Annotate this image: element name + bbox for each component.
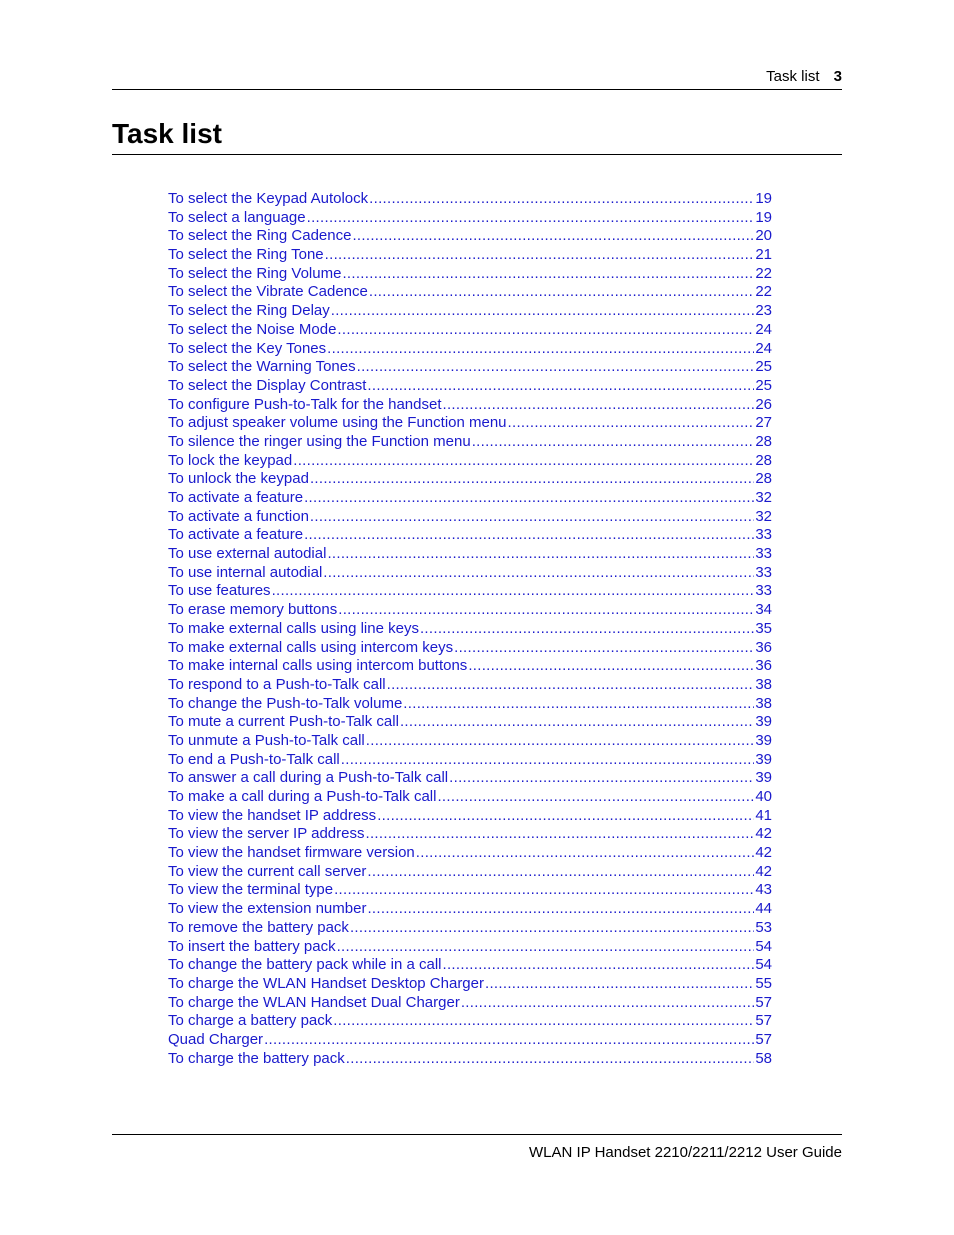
task-page-number: 39 (755, 750, 772, 768)
dot-leader (338, 601, 754, 620)
task-link[interactable] (168, 414, 772, 433)
task-link-text: To unmute a Push-to-Talk call (168, 731, 365, 749)
task-link-text: To charge the battery pack (168, 1049, 345, 1067)
task-link-text: To erase memory buttons (168, 601, 338, 619)
task-link-text: To make internal calls using intercom buttons (168, 657, 468, 675)
task-link-text: To activate a feature (168, 526, 304, 544)
task-link[interactable] (168, 209, 772, 228)
task-page-number: 57 (755, 1012, 772, 1030)
task-link[interactable] (168, 1050, 772, 1069)
task-link-text: To select the Keypad Autolock (168, 190, 369, 207)
task-link-text: To configure Push-to-Talk for the handset (168, 395, 442, 413)
task-link[interactable] (168, 769, 772, 788)
task-page-number: 54 (755, 937, 772, 955)
task-link[interactable] (168, 788, 772, 807)
task-link[interactable] (168, 526, 772, 545)
task-page-number: 25 (755, 358, 772, 376)
task-link[interactable] (168, 695, 772, 714)
dot-leader (327, 545, 754, 564)
dot-leader (333, 1012, 754, 1031)
task-page-number: 42 (755, 825, 772, 843)
dot-leader (334, 881, 754, 900)
task-page-number: 26 (755, 395, 772, 413)
task-link[interactable] (168, 938, 772, 957)
task-link[interactable] (168, 582, 772, 601)
task-link[interactable] (168, 676, 772, 695)
dot-leader (310, 470, 754, 489)
dot-leader (264, 1031, 754, 1050)
task-link-text: To charge the WLAN Handset Desktop Charger (168, 974, 484, 992)
task-link-text: To use features (168, 582, 271, 600)
task-page-number: 55 (755, 974, 772, 992)
task-link-text: To unlock the keypad (168, 470, 309, 488)
dot-leader (327, 340, 754, 359)
task-page-number: 28 (755, 432, 772, 450)
task-link-text: To use internal autodial (168, 563, 323, 581)
task-page-number: 41 (755, 806, 772, 824)
task-page-number: 39 (755, 731, 772, 749)
task-link[interactable] (168, 732, 772, 751)
task-link-text: To select the Vibrate Cadence (168, 283, 368, 301)
task-page-number: 53 (755, 918, 772, 936)
task-link-text: To insert the battery pack (168, 937, 336, 955)
task-page-number: 28 (755, 451, 772, 469)
title-divider (112, 154, 842, 155)
page-title: Task list (112, 118, 222, 149)
task-page-number: 21 (755, 246, 772, 264)
task-link-text: To lock the keypad (168, 451, 293, 469)
task-link-text: To remove the battery pack (168, 918, 349, 936)
task-link[interactable] (168, 807, 772, 826)
task-link[interactable] (168, 601, 772, 620)
dot-leader (369, 190, 754, 209)
dot-leader (367, 377, 754, 396)
task-page-number: 24 (755, 339, 772, 357)
task-page-number: 20 (755, 227, 772, 245)
dot-leader (508, 414, 755, 433)
task-link[interactable] (168, 825, 772, 844)
task-link-text: To silence the ringer using the Function menu (168, 432, 471, 450)
dot-leader (420, 620, 754, 639)
dot-leader (331, 302, 755, 321)
task-page-number: 24 (755, 320, 772, 338)
task-link[interactable] (168, 302, 772, 321)
running-header (766, 68, 842, 86)
header-divider (112, 89, 842, 90)
dot-leader (468, 657, 754, 676)
task-page-number: 36 (755, 657, 772, 675)
task-page-number: 35 (755, 619, 772, 637)
task-link[interactable] (168, 321, 772, 340)
task-page-number: 22 (755, 264, 772, 282)
dot-leader (461, 994, 755, 1013)
task-link[interactable] (168, 396, 772, 415)
task-link[interactable] (168, 881, 772, 900)
task-link-text: To adjust speaker volume using the Function menu (168, 414, 507, 432)
task-link-text: To select the Ring Tone (168, 246, 324, 264)
task-page-number: 22 (755, 283, 772, 301)
footer-divider (112, 1134, 842, 1135)
task-link-text: To activate a feature (168, 489, 304, 506)
dot-leader (403, 695, 754, 714)
task-link-text: To make external calls using intercom keys (168, 638, 454, 656)
task-link-text: To charge a battery pack (168, 1012, 333, 1030)
header-section-name: Task list (766, 68, 820, 85)
task-link[interactable] (168, 751, 772, 770)
task-link[interactable] (168, 863, 772, 882)
task-link-text: To select a language (168, 208, 306, 226)
dot-leader (293, 452, 754, 471)
dot-leader (304, 526, 754, 545)
task-link-text: To view the extension number (168, 900, 367, 918)
task-page-number: 27 (755, 414, 772, 432)
task-link[interactable] (168, 844, 772, 863)
dot-leader (443, 956, 755, 975)
task-link[interactable] (168, 227, 772, 246)
task-link-text: To select the Display Contrast (168, 376, 367, 394)
task-link[interactable] (168, 489, 772, 508)
dot-leader (367, 863, 754, 882)
task-link-text: To make a call during a Push-to-Talk call (168, 788, 437, 805)
task-link-text: To use external autodial (168, 545, 327, 563)
task-link[interactable] (168, 657, 772, 676)
task-link[interactable] (168, 545, 772, 564)
dot-leader (369, 283, 754, 302)
task-link[interactable] (168, 975, 772, 994)
task-page-number: 57 (755, 1030, 772, 1048)
task-page-number: 58 (755, 1049, 772, 1067)
task-page-number: 38 (755, 694, 772, 712)
task-link[interactable] (168, 452, 772, 471)
dot-leader (387, 676, 755, 695)
task-page-number: 42 (755, 844, 772, 862)
dot-leader (357, 358, 755, 377)
task-link-text: To change the Push-to-Talk volume (168, 694, 403, 712)
task-page-number: 39 (755, 769, 772, 787)
task-page-number: 33 (755, 526, 772, 544)
task-page-number: 33 (755, 545, 772, 563)
task-link-text: To select the Ring Volume (168, 264, 342, 282)
task-link-text: To view the handset firmware version (168, 844, 415, 862)
header-page-number: 3 (833, 68, 842, 85)
task-page-number: 57 (755, 993, 772, 1011)
task-link[interactable] (168, 340, 772, 359)
dot-leader (323, 564, 754, 583)
task-page-number: 39 (755, 713, 772, 731)
task-link[interactable] (168, 190, 772, 209)
task-list (168, 190, 772, 1068)
task-link-text: To mute a current Push-to-Talk call (168, 713, 399, 731)
dot-leader (437, 788, 754, 807)
dot-leader (346, 1050, 755, 1069)
dot-leader (443, 396, 755, 415)
task-link[interactable] (168, 956, 772, 975)
task-page-number: 54 (755, 956, 772, 974)
task-link[interactable] (168, 620, 772, 639)
task-link-text: To make external calls using line keys (168, 619, 419, 637)
task-page-number: 23 (755, 302, 772, 320)
dot-leader (472, 433, 755, 452)
task-link-text: To change the battery pack while in a call (168, 956, 442, 974)
task-link-text: To select the Warning Tones (168, 358, 356, 376)
dot-leader (337, 321, 754, 340)
task-link-text: To view the handset IP address (168, 806, 377, 824)
task-link-text: To select the Noise Mode (168, 320, 337, 338)
dot-leader (367, 900, 754, 919)
dot-leader (350, 919, 754, 938)
task-link[interactable] (168, 564, 772, 583)
task-page-number: 32 (755, 507, 772, 525)
task-page-number: 42 (755, 862, 772, 880)
task-page-number: 38 (755, 675, 772, 693)
task-page-number: 25 (755, 376, 772, 394)
task-link-text: To view the current call server (168, 862, 367, 880)
task-page-number: 32 (755, 489, 772, 506)
task-page-number: 44 (755, 900, 772, 918)
dot-leader (352, 227, 754, 246)
task-link-text: To view the server IP address (168, 825, 365, 843)
task-link-text: To end a Push-to-Talk call (168, 750, 340, 768)
dot-leader (325, 246, 755, 265)
task-page-number: 19 (755, 190, 772, 207)
task-link[interactable] (168, 433, 772, 452)
dot-leader (337, 938, 755, 957)
task-link[interactable] (168, 713, 772, 732)
task-page-number: 34 (755, 601, 772, 619)
task-page-number: 33 (755, 582, 772, 600)
dot-leader (454, 639, 754, 658)
dot-leader (449, 769, 754, 788)
task-link[interactable] (168, 639, 772, 658)
dot-leader (485, 975, 754, 994)
task-link[interactable] (168, 377, 772, 396)
dot-leader (416, 844, 755, 863)
dot-leader (366, 732, 755, 751)
task-link[interactable] (168, 508, 772, 527)
dot-leader (307, 209, 755, 228)
task-page-number: 36 (755, 638, 772, 656)
dot-leader (310, 508, 754, 527)
task-link[interactable] (168, 265, 772, 284)
task-link-text: To view the terminal type (168, 881, 334, 899)
dot-leader (400, 713, 754, 732)
task-link-text: To select the Ring Cadence (168, 227, 352, 245)
dot-leader (342, 265, 754, 284)
task-link-text: To respond to a Push-to-Talk call (168, 675, 386, 693)
task-link[interactable] (168, 358, 772, 377)
task-page-number: 33 (755, 563, 772, 581)
task-page-number: 40 (755, 788, 772, 805)
dot-leader (341, 751, 755, 770)
task-page-number: 43 (755, 881, 772, 899)
task-link-text: To activate a function (168, 507, 309, 525)
task-link-text: To charge the WLAN Handset Dual Charger (168, 993, 460, 1011)
task-link[interactable] (168, 283, 772, 302)
task-link-text: To select the Key Tones (168, 339, 327, 357)
task-page-number: 28 (755, 470, 772, 488)
dot-leader (304, 489, 754, 508)
task-link[interactable] (168, 919, 772, 938)
dot-leader (365, 825, 754, 844)
task-link[interactable] (168, 1012, 772, 1031)
task-link-text: To answer a call during a Push-to-Talk call (168, 769, 449, 787)
task-link[interactable] (168, 246, 772, 265)
task-link[interactable] (168, 994, 772, 1013)
task-link-text: To select the Ring Delay (168, 302, 330, 320)
footer-guide-title: WLAN IP Handset 2210/2211/2212 User Guide (529, 1144, 842, 1161)
task-link[interactable] (168, 1031, 772, 1050)
task-page-number: 19 (755, 208, 772, 226)
task-link-text: Quad Charger (168, 1030, 264, 1048)
dot-leader (272, 582, 755, 601)
dot-leader (377, 807, 754, 826)
task-link[interactable] (168, 470, 772, 489)
task-link[interactable] (168, 900, 772, 919)
